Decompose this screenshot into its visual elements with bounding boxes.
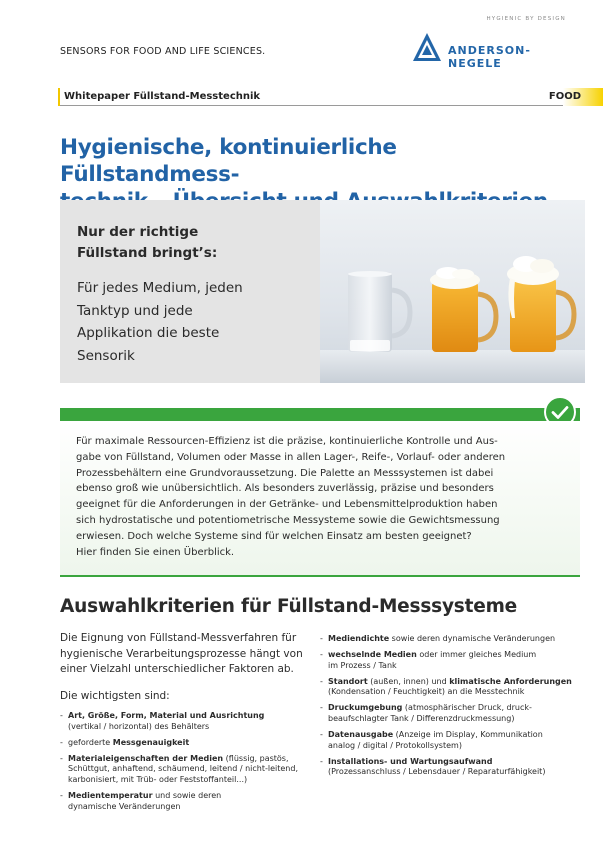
highlight-text-line-3: Applikation die beste <box>77 325 220 341</box>
list-item <box>60 711 318 732</box>
intro-line-1: Die Eignung von Füllstand-Messverfahren für <box>60 632 297 644</box>
criteria-list-left <box>60 711 318 818</box>
list-item-title: Druckumgebung <box>328 703 403 713</box>
criteria-list-right <box>320 634 585 784</box>
list-item-title: Datenausgabe <box>328 730 394 740</box>
info-accent-line <box>60 408 580 421</box>
info-line: geeignet für die Anforderungen in der Getränke- und Lebensmittelproduktion haben <box>76 499 498 511</box>
info-line: Für maximale Ressourcen-Effizienz ist die präzise, kontinuierliche Kontrolle und Aus- <box>76 436 498 447</box>
list-item-title: wechselnde Medien <box>328 650 417 660</box>
section-heading: Auswahlkriterien für Füllstand-Messsysteme <box>60 596 518 617</box>
list-item-text: Schüttgut, anhaftend, schäumend, leitend / nicht-leitend, <box>68 764 298 774</box>
list-item-text: geforderte <box>68 737 113 747</box>
info-line: erwiesen. Doch welche Systeme sind für welchen Einsatz am besten geeignet? <box>76 530 472 542</box>
highlight-text <box>77 277 307 367</box>
info-box <box>60 421 580 577</box>
list-item <box>320 757 585 778</box>
empty-mug-icon <box>348 271 410 352</box>
info-text <box>76 434 551 560</box>
list-item <box>320 650 585 671</box>
document-type: Whitepaper Füllstand-Messtechnik <box>64 91 261 102</box>
list-item-text: (Anzeige im Display, Kommunikation <box>393 730 543 740</box>
highlight-text-line-1: Für jedes Medium, jeden <box>77 280 243 296</box>
title-line-1: Hygienische, kontinuierliche Füllstandmess- <box>60 135 397 187</box>
intro-line-2: hygienische Verarbeitungsprozesse hängt von <box>60 647 303 660</box>
list-item-text: (atmosphärischer Druck, druck- <box>402 703 532 713</box>
list-item-title: Medientemperatur <box>68 791 153 801</box>
list-item-text: (flüssig, pastös, <box>223 753 289 763</box>
list-item-text: sowie deren dynamische Veränderungen <box>389 634 556 643</box>
list-item-text: (Kondensation / Feuchtigkeit) an die Messtechnik <box>328 687 525 697</box>
list-item <box>320 730 585 751</box>
list-item-title: Art, Größe, Form, Material und Ausrichtung <box>68 711 265 720</box>
highlight-box <box>60 200 320 383</box>
highlight-heading-line-2: Füllstand bringt’s: <box>77 245 218 261</box>
highlight-heading-line-1: Nur der richtige <box>77 224 199 240</box>
list-item-title: Materialeigenschaften der Medien <box>68 753 224 763</box>
info-line: ebenso groß wie unübersichtlich. Als besonders zuverlässig, präzise und besonders <box>76 483 494 495</box>
list-item-text: karbonisiert, mit Trüb- oder Feststoffanteil...) <box>68 774 248 784</box>
info-line: sich hydrostatische und potentiometrische Messysteme sowie die Gewichtsmessung <box>76 514 500 526</box>
logo-mark-icon <box>412 32 442 62</box>
list-item <box>60 791 318 812</box>
list-item-title: Installations- und Wartungsaufwand <box>328 756 493 766</box>
list-item-title: Standort <box>328 676 368 686</box>
list-item <box>320 677 585 698</box>
highlight-text-line-2: Tanktyp und jede <box>77 302 193 319</box>
list-item-title: klimatische Anforderungen <box>449 676 572 686</box>
highlight-text-line-4: Sensorik <box>77 347 135 364</box>
list-item-text: analog / digital / Protokollsystem) <box>328 740 462 750</box>
section-subheading: Die wichtigsten sind: <box>60 690 170 702</box>
logo-slogan: HYGIENIC BY DESIGN <box>486 16 566 22</box>
logo-name: ANDERSON-NEGELE <box>448 44 531 70</box>
category-label: FOOD <box>548 91 581 102</box>
info-line: Prozessbehältern eine Grundvoraussetzung. Die Palette an Messsystemen ist dabei <box>76 467 494 479</box>
list-item <box>320 703 585 724</box>
list-item-text: (vertikal / horizontal) des Behälters <box>68 721 210 731</box>
list-item-text: und sowie deren <box>152 791 222 801</box>
highlight-heading <box>77 222 307 264</box>
list-item-title: Mediendichte <box>328 634 390 643</box>
section-intro <box>60 631 320 678</box>
list-item-text: im Prozess / Tank <box>328 660 397 670</box>
category-bar <box>60 88 585 106</box>
list-item-title: Messgenauigkeit <box>112 737 190 747</box>
info-line: gabe von Füllstand, Volumen oder Masse in allen Lager-, Reife-, Vorlauf- oder anderen <box>76 451 506 463</box>
beer-mugs-photo <box>320 200 585 383</box>
tagline: SENSORS FOR FOOD AND LIFE SCIENCES. <box>60 46 266 57</box>
full-mug-icon <box>430 267 496 352</box>
intro-line-3: einer Vielzahl unterschiedlicher Faktoren ab. <box>60 663 294 675</box>
list-item-text: dynamische Veränderungen <box>68 801 181 811</box>
overflowing-mug-icon <box>507 256 574 352</box>
list-item-text: (Prozessanschluss / Lebensdauer / Reparaturfähigkeit) <box>328 767 546 777</box>
list-item-text: beaufschlagter Tank / Differenzdruckmessung) <box>328 714 515 724</box>
list-item <box>320 634 585 645</box>
info-line: Hier finden Sie einen Überblick. <box>76 546 235 558</box>
list-item <box>60 738 318 749</box>
company-logo <box>410 12 570 70</box>
list-item-text: (außen, innen) und <box>367 676 450 686</box>
list-item <box>60 754 318 786</box>
beer-mugs-illustration <box>320 200 585 383</box>
list-item-text: oder immer gleiches Medium <box>416 650 537 660</box>
